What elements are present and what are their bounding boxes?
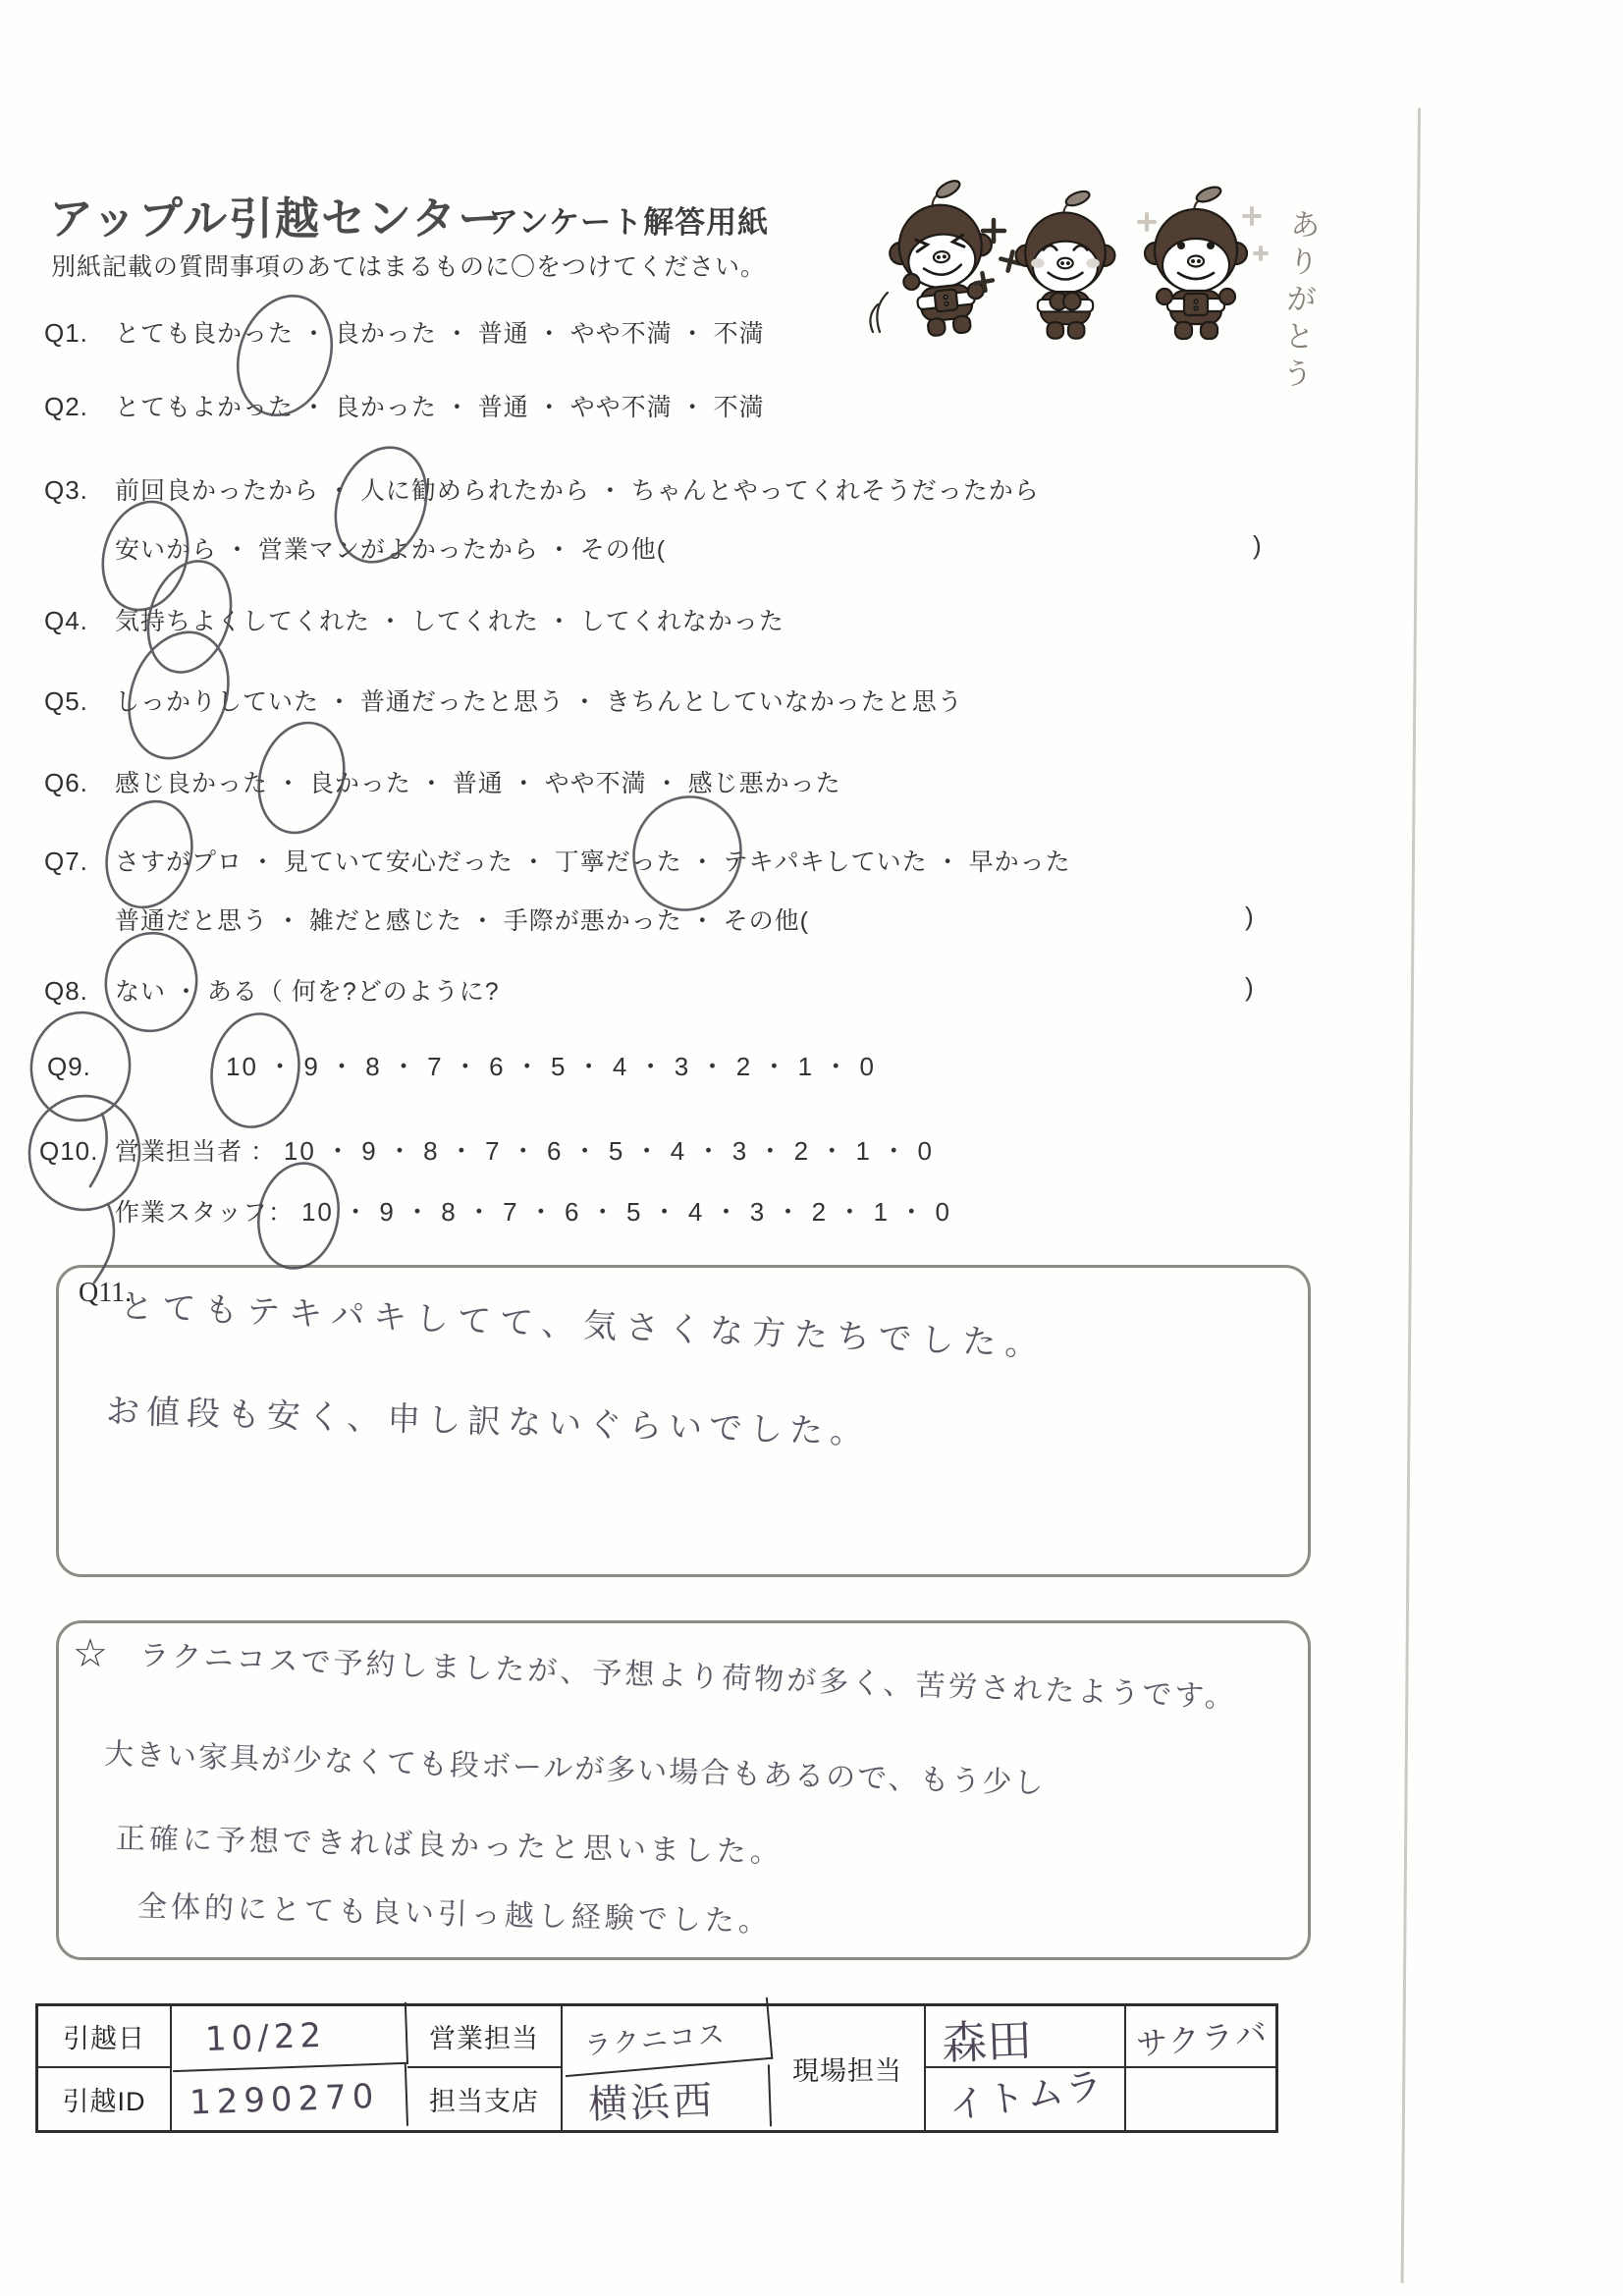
q11-comment-line-1: とてもテキパキしてて、気さくな方たちでした。 [119,1286,1049,1365]
question-row-q4 [44,602,784,637]
star-icon: ☆ [73,1632,108,1675]
site-staff-name-1: 森田 [941,2012,1034,2070]
question-label-q4: Q4. [44,606,88,635]
move-date-label-cell [38,2006,172,2068]
thanks-vertical-text: ありがとう [1275,207,1321,396]
q10-sales-rating-scale: 10 ・ 9 ・ 8 ・ 7 ・ 6 ・ 5 ・ 4 ・ 3 ・ 2 ・ 1 ・ 0 [283,1136,934,1166]
question-options-q5: しっかりしていた ・ 普通だったと思う ・ きちんとしていなかったと思う [115,688,963,716]
question-options-q7-line1: さすがプロ ・ 見ていて安心だった ・ 丁寧だった ・ テキパキしていた ・ 早かった [115,848,1071,876]
site-staff-name-2: サクラバ [1134,2013,1271,2063]
move-id-label: 引越ID [62,2087,146,2116]
q10-staff-row [115,1192,951,1229]
question-row-q1 [44,314,765,350]
question-label-q6: Q6. [44,768,88,797]
question-options-q2: とてもよかった ・ 良かった ・ 普通 ・ やや不満 ・ 不満 [115,394,765,421]
site-staff-name-3: イトムラ [946,2063,1108,2128]
q10-staff-label: 作業スタッフ： [115,1199,295,1227]
question-label-q10: Q10. [39,1136,99,1166]
q8-close-paren: ) [1245,972,1254,1002]
question-options-q6: 感じ良かった ・ 良かった ・ 普通 ・ やや不満 ・ 感じ悪かった [115,770,841,797]
question-label-q11: Q11. [79,1278,133,1308]
site-staff-label-cell [771,2006,926,2130]
question-label-q9: Q9. [47,1052,91,1081]
move-id-value-cell [171,2064,408,2134]
question-row-q10 [39,1131,934,1168]
question-options-q8: ない ・ ある（ 何を?どのように? [115,978,500,1006]
q10-sales-label: 営業担当者 ： [115,1138,276,1166]
question-row-q5 [44,683,963,718]
question-options-q3-line2: 安いから ・ 営業マンがよかったから ・ その他( [115,536,667,564]
question-options-q1: とても良かった ・ 良かった ・ 普通 ・ やや不満 ・ 不満 [115,320,765,348]
site-staff-empty-cell [1126,2068,1275,2130]
question-row-q7 [44,843,1071,878]
site-staff-label: 現場担当 [792,2055,902,2086]
move-date-value-cell [171,2002,408,2072]
instruction-text: 別紙記載の質問事項のあてはまるものに〇をつけてください。 [51,253,767,281]
star-comment-line-4: 全体的にとても良い引っ越し経験でした。 [136,1889,773,1940]
question-label-q2: Q2. [44,392,88,421]
question-label-q8: Q8. [44,976,88,1006]
branch-value: 横浜西 [587,2078,716,2128]
question-label-q3: Q3. [44,475,88,505]
q9-rating-scale: 10 ・ 9 ・ 8 ・ 7 ・ 6 ・ 5 ・ 4 ・ 3 ・ 2 ・ 1 ・ 0 [226,1052,876,1081]
branch-label-cell [407,2068,563,2130]
move-date-label: 引越日 [63,2024,145,2053]
branch-label: 担当支店 [429,2087,539,2116]
mascot-monkeys-illustration [864,187,1325,403]
page-edge-line [1401,108,1421,2283]
site-staff-name-2-cell [1126,2006,1275,2068]
question-row-q3 [44,471,1040,507]
question-options-q3-line1: 前回良かったから ・ 人に勧められたから ・ ちゃんとやってくれそうだったから [115,477,1040,505]
question-row-q8 [44,972,500,1008]
sales-rep-label: 営業担当 [429,2024,539,2053]
q3-close-paren: ) [1253,530,1262,560]
survey-sheet-label: アンケート解答用紙 [488,205,770,240]
q7-close-paren: ) [1245,902,1254,931]
move-id-label-cell [38,2068,172,2130]
question-label-q7: Q7. [44,847,88,876]
sales-rep-value: ラクニコス [583,2018,728,2062]
site-staff-name-1-cell [926,2006,1126,2068]
star-comment-line-3: 正確に予想できれば良かったと思いました。 [115,1821,784,1871]
question-options-q7-line2: 普通だと思う ・ 雑だと感じた ・ 手際が悪かった ・ その他( [115,907,810,935]
site-staff-name-3-cell [926,2063,1126,2130]
branch-value-cell [562,2064,772,2133]
question-row-q9 [47,1047,876,1083]
star-comment-line-1: ラクニコスで予約しましたが、予想より荷物が多く、苦労されたようです。 [138,1638,1238,1716]
star-comment-line-2: 大きい家具が少なくても段ボールが多い場合もあるので、もう少し [103,1736,1047,1802]
survey-title: アップル引越センター [49,193,505,244]
question-label-q5: Q5. [44,686,88,716]
sales-rep-label-cell [407,2006,563,2068]
footer-info-table [35,2003,1278,2133]
question-options-q4: 気持ちよくしてくれた ・ してくれた ・ してくれなかった [115,608,784,635]
q11-comment-line-2: お値段も安く、申し訳ないぐらいでした。 [105,1392,871,1452]
question-row-q2 [44,388,765,423]
question-row-q6 [44,764,841,799]
question-label-q1: Q1. [44,318,88,348]
move-date-value: 10/22 [204,2015,327,2059]
move-id-value: 1290270 [189,2076,381,2123]
q10-staff-rating-scale: 10 ・ 9 ・ 8 ・ 7 ・ 6 ・ 5 ・ 4 ・ 3 ・ 2 ・ 1 ・ 0 [300,1197,951,1227]
